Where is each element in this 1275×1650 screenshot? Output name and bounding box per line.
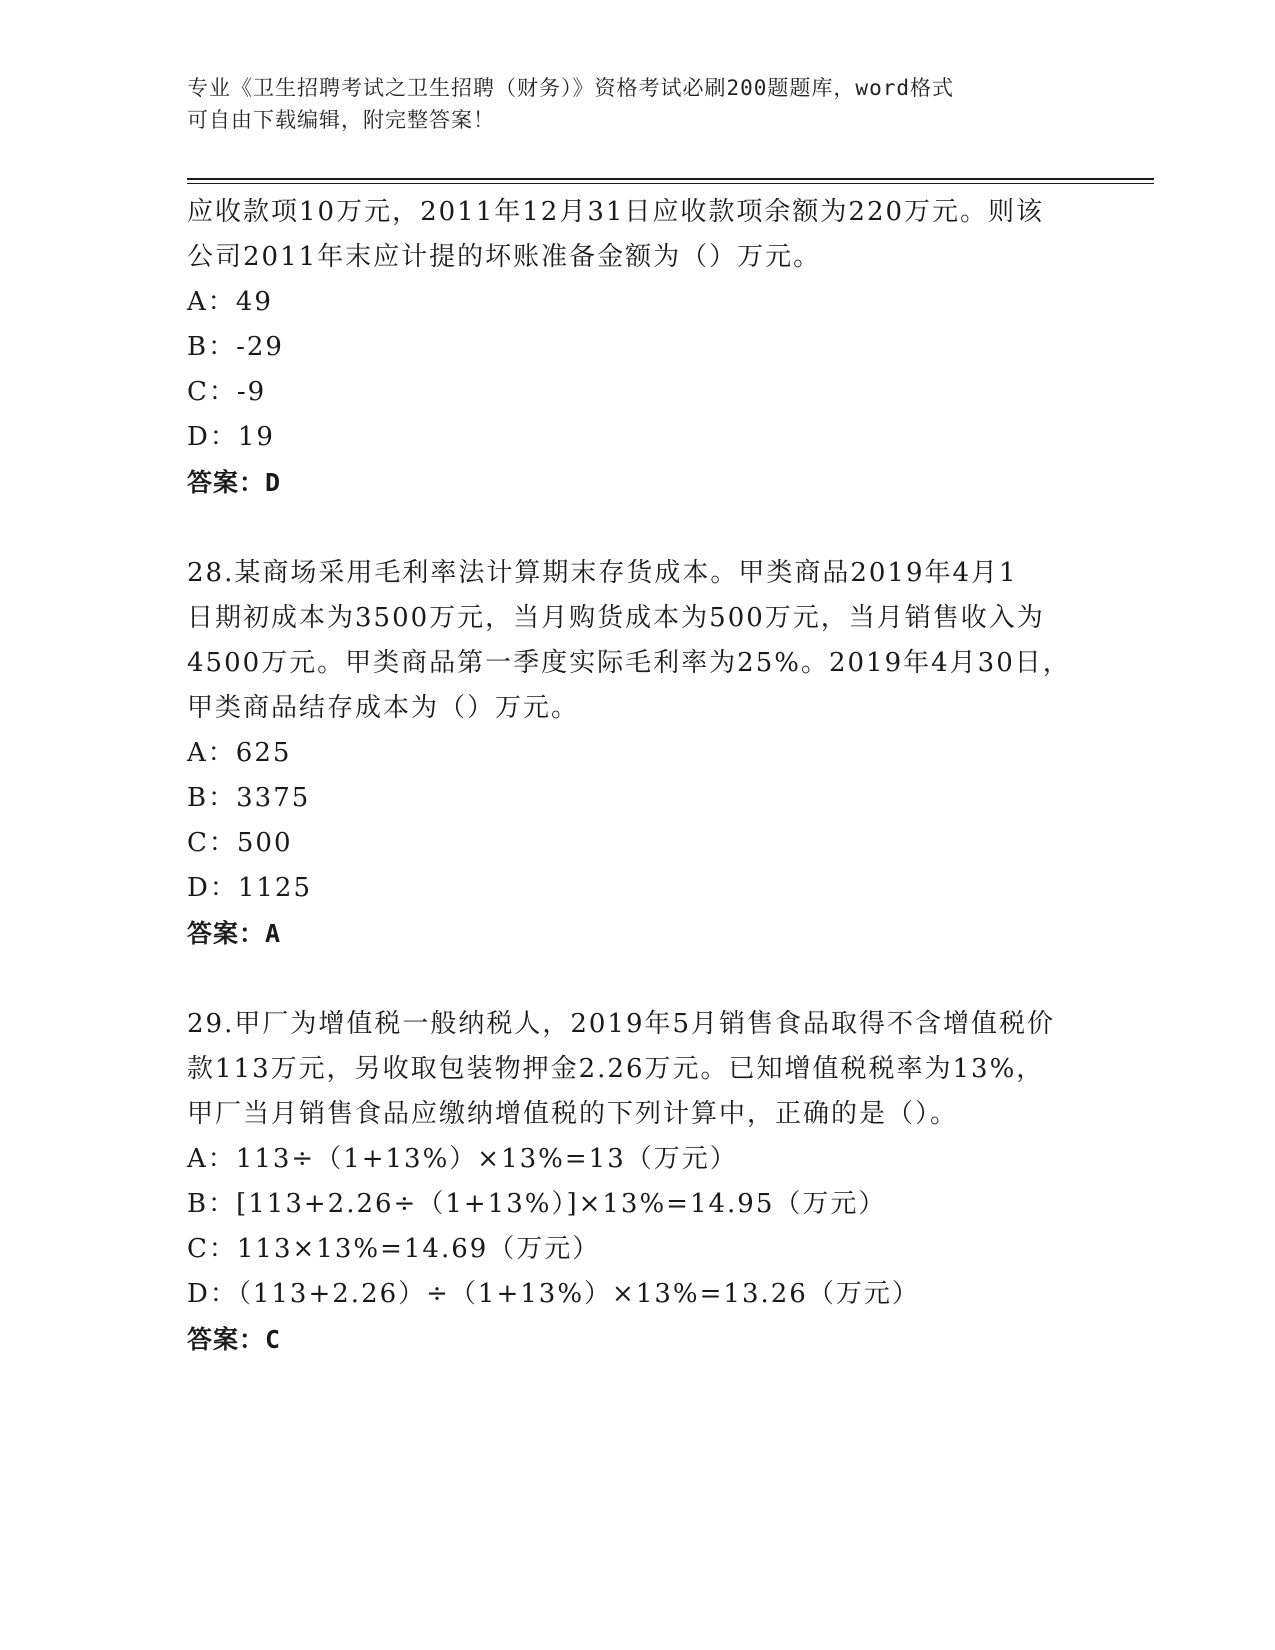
question-28-line-4: 甲类商品结存成本为（）万元。 xyxy=(187,693,580,723)
question-1-option-a: A：49 xyxy=(187,287,273,317)
question-29-line-3: 甲厂当月销售食品应缴纳增值税的下列计算中，正确的是（）。 xyxy=(187,1099,959,1129)
question-29-option-a: A：113÷（1+13%）×13%=13（万元） xyxy=(187,1144,738,1174)
question-28-line-1: 28.某商场采用毛利率法计算期末存货成本。甲类商品2019年4月1 xyxy=(187,558,1018,588)
question-1-option-b: B：-29 xyxy=(187,332,284,362)
question-block-28 xyxy=(187,551,1087,956)
question-29-answer: 答案：C xyxy=(187,1325,282,1354)
question-28-line-2: 日期初成本为3500万元，当月购货成本为500万元，当月销售收入为 xyxy=(187,603,1045,633)
question-block-29 xyxy=(187,1002,1087,1362)
question-28-answer: 答案：A xyxy=(187,919,282,948)
question-28-option-d: D：1125 xyxy=(187,873,313,903)
spacer xyxy=(187,505,1087,551)
question-1-line-2: 公司2011年末应计提的坏账准备金额为（）万元。 xyxy=(187,242,822,272)
question-29-line-1: 29.甲厂为增值税一般纳税人，2019年5月销售食品取得不含增值税价 xyxy=(187,1009,1056,1039)
question-1-answer: 答案：D xyxy=(187,468,282,497)
question-1-option-d: D：19 xyxy=(187,422,275,452)
question-1-line-1: 应收款项10万元，2011年12月31日应收款项余额为220万元。则该 xyxy=(187,197,1045,227)
question-28-line-3: 4500万元。甲类商品第一季度实际毛利率为25%。2019年4月30日， xyxy=(187,648,1071,678)
question-29-option-d: D：（113+2.26）÷（1+13%）×13%=13.26（万元） xyxy=(187,1279,920,1309)
document-header xyxy=(187,72,1067,136)
header-divider-thin xyxy=(187,183,1154,184)
question-29-option-b: B：[113+2.26÷（1+13%）]×13%=14.95（万元） xyxy=(187,1189,887,1219)
header-line-1: 专业《卫生招聘考试之卫生招聘（财务）》资格考试必刷200题题库，word格式 xyxy=(187,76,954,100)
document-body xyxy=(187,190,1087,1362)
question-block-1 xyxy=(187,190,1087,505)
question-29-line-2: 款113万元，另收取包装物押金2.26万元。已知增值税税率为13%， xyxy=(187,1054,1045,1084)
question-1-option-c: C：-9 xyxy=(187,377,267,407)
question-28-option-a: A：625 xyxy=(187,738,292,768)
header-line-2: 可自由下载编辑，附完整答案！ xyxy=(187,108,495,132)
question-28-option-c: C：500 xyxy=(187,828,293,858)
header-divider-thick xyxy=(187,178,1154,180)
question-29-option-c: C：113×13%=14.69（万元） xyxy=(187,1234,601,1264)
spacer xyxy=(187,956,1087,1002)
question-28-option-b: B：3375 xyxy=(187,783,311,813)
